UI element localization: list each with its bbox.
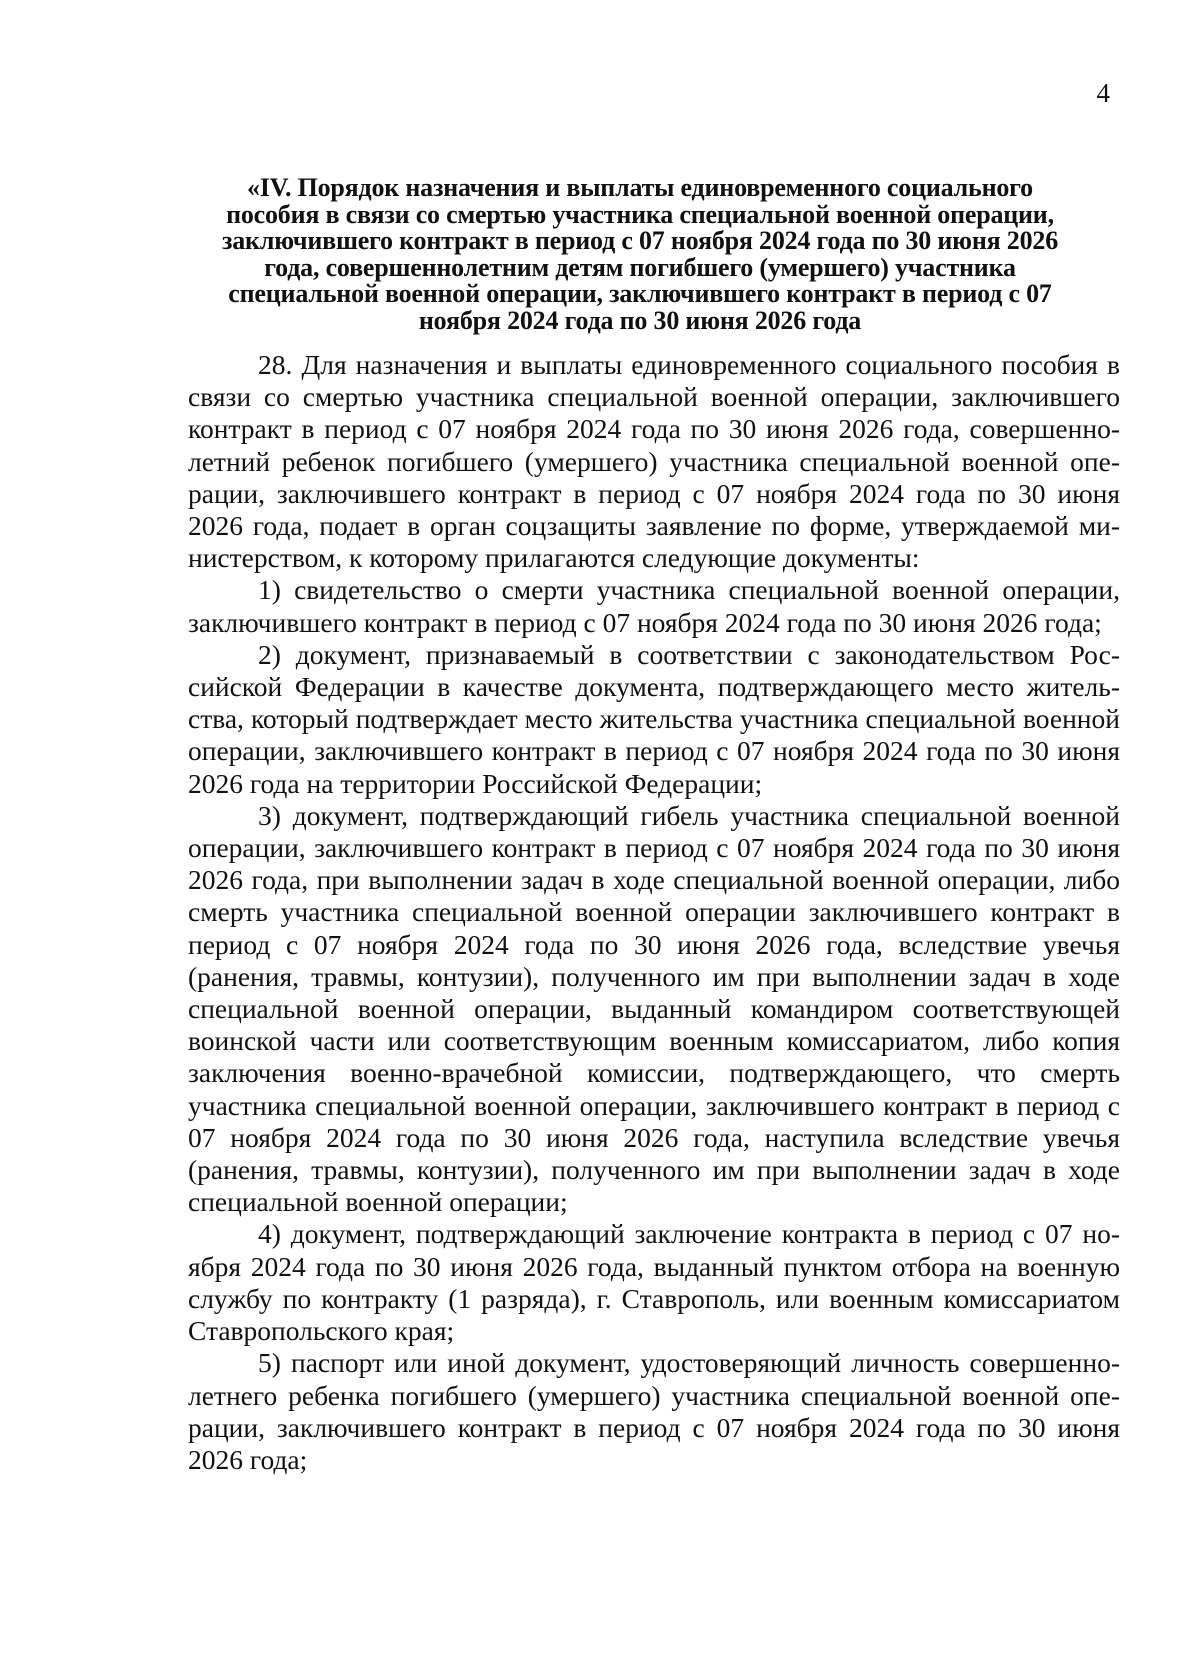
list-item-3: 3) документ, подтверждающий гибель участника специальной военной операции, заключившего контракт в период с 07 ноября 2024 года по 30 июня 2026 года, при выполнении задач в ходе специальной военной операции, либо смерть участника специальной военной операции заключившего контракт в период с 07 ноября 2024 года по 30 июня 2026 года, вследствие увечья (ранения, травмы, контузии), полученного им при выполнении задач в ходе специальной военной операции, выданный командиром соответствующей воинской части или соответствующим военным комиссариатом, либо копия заключения военно-врачебной комиссии, подтверждающего, что смерть участника специальной военной операции, заключившего контракт в период с 07 ноября 2024 года по 30 июня 2026 года, наступила вследствие увечья (ранения, травмы, контузии), полученного им при выполнении задач в ходе специальной военной операции; (188, 799, 1120, 1218)
list-item-4: 4) документ, подтверждающий заключение контракта в период с 07 ноября 2024 года по 30 июня 2026 года, выданный пунктом отбора на военную службу по контракту (1 разряда), г. Ставрополь, или военным комиссариатом Ставропольского края; (188, 1218, 1120, 1347)
list-item-1: 1) свидетельство о смерти участника специальной военной операции, заключившего контракт в период с 07 ноября 2024 года по 30 июня 2026 года; (188, 574, 1120, 638)
list-item-2: 2) документ, признаваемый в соответствии с законодательством Российской Федерации в качестве документа, подтверждающего место жительства, который подтверждает место жительства участника специальной военной операции, заключившего контракт в период с 07 ноября 2024 года по 30 июня 2026 года на территории Российской Федерации; (188, 638, 1120, 799)
document-body (188, 349, 1120, 1476)
paragraph-28: 28. Для назначения и выплаты единовременного социального пособия в связи со смертью участника специальной военной операции, заключившего контракт в период с 07 ноября 2024 года по 30 июня 2026 года, совершеннолетний ребенок погибшего (умершего) участника специальной военной операции, заключившего контракт в период с 07 ноября 2024 года по 30 июня 2026 года, подает в орган соцзащиты заявление по форме, утверждаемой министерством, к которому прилагаются следующие документы: (188, 349, 1120, 574)
section-heading: «IV. Порядок назначения и выплаты единовременного социального пособия в связи со смертью участника специальной военной операции, заключившего контракт в период с 07 ноября 2024 года по 30 июня 2026 года, совершеннолетним детям погибшего (умершего) участника специальной военной операции, заключившего контракт в период с 07 ноября 2024 года по 30 июня 2026 года (221, 173, 1058, 335)
page-number: 4 (1096, 78, 1110, 108)
list-item-5: 5) паспорт или иной документ, удостоверяющий личность совершеннолетнего ребенка погибшего (умершего) участника специальной военной операции, заключившего контракт в период с 07 ноября 2024 года по 30 июня 2026 года; (188, 1347, 1120, 1475)
